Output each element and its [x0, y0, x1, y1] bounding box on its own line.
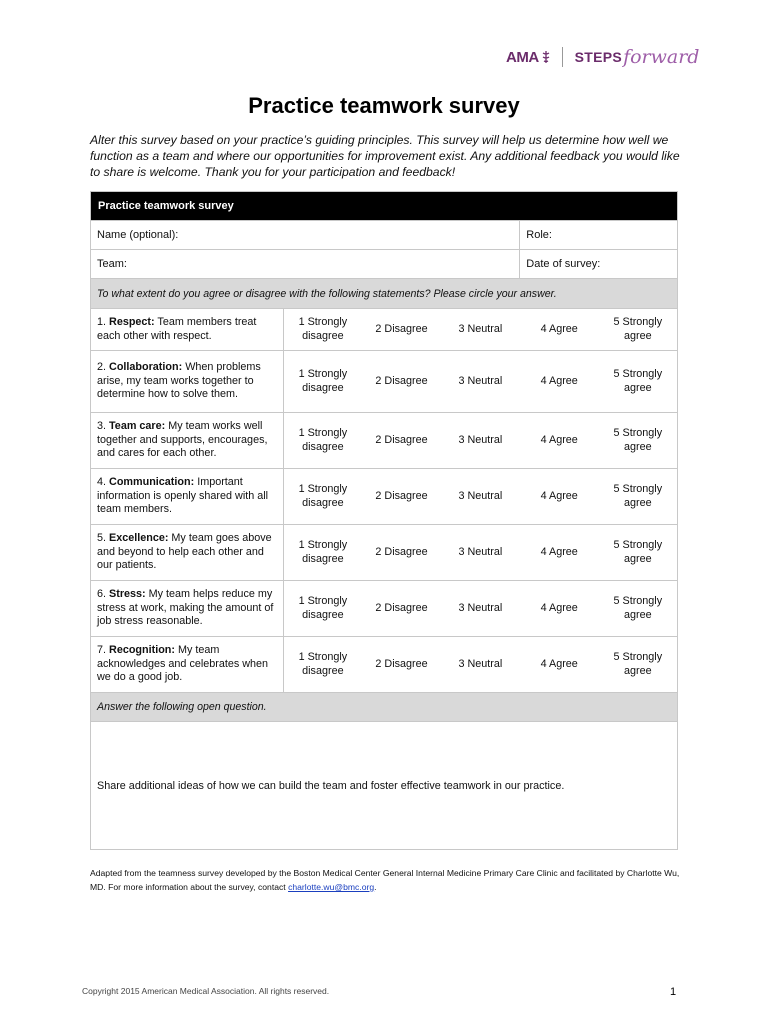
question-title: Team care: — [109, 420, 166, 433]
question-title: Respect: — [109, 316, 155, 328]
option-strongly-disagree[interactable] — [283, 581, 362, 637]
option-label: 4 Agree — [540, 374, 578, 387]
option-disagree[interactable] — [362, 351, 441, 413]
option-agree[interactable] — [520, 309, 599, 351]
option-agree[interactable] — [520, 413, 599, 469]
option-agree[interactable] — [520, 469, 599, 525]
option-strongly-disagree[interactable] — [283, 309, 362, 351]
option-label: 4 Agree — [540, 657, 578, 670]
option-label: 1 Strongly — [298, 427, 348, 439]
survey-table-title: Practice teamwork survey — [91, 192, 678, 221]
option-label: 4 Agree — [540, 489, 578, 502]
option-label: 3 Neutral — [458, 433, 503, 446]
survey-table — [90, 191, 678, 850]
steps-logo-text: STEPS — [574, 49, 623, 65]
question-statement — [91, 469, 284, 525]
option-label: 5 Strongly — [613, 316, 663, 328]
question-title: Communication: — [109, 476, 195, 489]
question-number: 3. — [97, 420, 110, 433]
option-neutral[interactable] — [441, 637, 520, 693]
option-neutral[interactable] — [441, 351, 520, 413]
option-disagree[interactable] — [362, 525, 441, 581]
option-label: 1 Strongly — [298, 316, 348, 328]
intro-paragraph: Alter this survey based on your practice’s guiding principles. This survey will help us determine how well we function as a team and where our opportunities for improvement exist. Any additional feedback you would like to share is welcome. Thank you for your participation and feedback! — [90, 133, 680, 179]
option-strongly-agree[interactable] — [599, 525, 678, 581]
option-label: 4 Agree — [540, 545, 578, 558]
option-neutral[interactable] — [441, 525, 520, 581]
option-strongly-agree[interactable] — [599, 469, 678, 525]
option-strongly-disagree[interactable] — [283, 525, 362, 581]
contact-email-link[interactable]: charlotte.wu@bmc.org — [288, 882, 375, 892]
option-strongly-agree[interactable] — [599, 351, 678, 413]
name-field[interactable]: Name (optional): — [91, 221, 520, 250]
option-label: disagree — [302, 496, 344, 509]
question-statement — [91, 637, 284, 693]
question-statement — [91, 309, 284, 351]
question-text: My team helps reduce my stress at work, making the amount of job stress reasonable. — [97, 588, 274, 628]
option-label: 3 Neutral — [458, 489, 503, 502]
option-strongly-agree[interactable] — [599, 637, 678, 693]
option-label: agree — [623, 608, 652, 621]
option-strongly-agree[interactable] — [599, 309, 678, 351]
option-label: 3 Neutral — [458, 374, 503, 387]
question-row — [91, 413, 678, 469]
option-label: 5 Strongly — [613, 539, 663, 551]
option-label: 1 Strongly — [298, 595, 348, 607]
survey-table-header — [91, 192, 678, 221]
question-statement — [91, 351, 284, 413]
instruction-row — [91, 279, 678, 309]
role-field[interactable]: Role: — [520, 221, 678, 250]
option-label: disagree — [302, 608, 344, 621]
question-number: 7. — [97, 644, 110, 657]
option-strongly-disagree[interactable] — [283, 637, 362, 693]
option-label: 5 Strongly — [613, 651, 663, 663]
option-label: 1 Strongly — [298, 483, 348, 495]
option-disagree[interactable] — [362, 413, 441, 469]
option-label: agree — [623, 329, 652, 342]
date-field[interactable]: Date of survey: — [520, 250, 678, 279]
question-number: 6. — [97, 588, 110, 601]
page-number: 1 — [670, 986, 677, 998]
option-label: agree — [623, 496, 652, 509]
question-text: My team works well together and supports, encourages, and cares for each other. — [97, 420, 268, 460]
name-role-row — [91, 221, 678, 250]
question-statement — [91, 525, 284, 581]
instruction-text: To what extent do you agree or disagree with the following statements? Please circle your answer. — [91, 279, 678, 309]
option-strongly-disagree[interactable] — [283, 351, 362, 413]
logo-divider — [562, 47, 563, 67]
option-strongly-agree[interactable] — [599, 413, 678, 469]
option-label: 4 Agree — [540, 322, 578, 335]
ama-emblem-icon — [540, 50, 552, 64]
option-neutral[interactable] — [441, 581, 520, 637]
question-text: My team acknowledges and celebrates when we do a good job. — [97, 644, 269, 684]
option-label: 1 Strongly — [298, 651, 348, 663]
question-statement — [91, 581, 284, 637]
option-label: 4 Agree — [540, 433, 578, 446]
question-text: Team members treat each other with respect. — [97, 316, 257, 342]
question-title: Recognition: — [109, 644, 175, 657]
option-label: 1 Strongly — [298, 539, 348, 551]
option-label: 2 Disagree — [375, 433, 428, 446]
question-statement — [91, 413, 284, 469]
option-label: disagree — [302, 381, 344, 394]
question-number: 1. — [97, 316, 110, 328]
question-number: 2. — [97, 361, 110, 374]
option-label: 5 Strongly — [613, 368, 663, 380]
question-title: Collaboration: — [109, 361, 183, 374]
option-label: 2 Disagree — [375, 489, 428, 502]
option-label: 5 Strongly — [613, 595, 663, 607]
option-label: 4 Agree — [540, 601, 578, 614]
question-title: Excellence: — [109, 532, 169, 545]
option-label: agree — [623, 381, 652, 394]
option-neutral[interactable] — [441, 469, 520, 525]
option-agree[interactable] — [520, 637, 599, 693]
question-number: 5. — [97, 532, 110, 545]
question-title: Stress: — [109, 588, 146, 601]
option-label: 2 Disagree — [375, 601, 428, 614]
option-label: 5 Strongly — [613, 427, 663, 439]
option-label: 2 Disagree — [375, 374, 428, 387]
option-label: 2 Disagree — [375, 545, 428, 558]
option-disagree[interactable] — [362, 309, 441, 351]
option-label: 5 Strongly — [613, 483, 663, 495]
question-row — [91, 637, 678, 693]
forward-logo-text: forward — [623, 46, 700, 68]
option-label: 3 Neutral — [458, 601, 503, 614]
option-strongly-agree[interactable] — [599, 581, 678, 637]
option-agree[interactable] — [520, 581, 599, 637]
option-label: disagree — [302, 552, 344, 565]
option-label: 2 Disagree — [375, 322, 428, 335]
option-label: 2 Disagree — [375, 657, 428, 670]
footnote — [90, 866, 690, 894]
question-text: When problems arise, my team works together to determine how to solve them. — [97, 361, 261, 401]
option-label: disagree — [302, 440, 344, 453]
team-date-row — [91, 250, 678, 279]
option-label: 3 Neutral — [458, 322, 503, 335]
question-row — [91, 525, 678, 581]
option-label: 1 Strongly — [298, 368, 348, 380]
option-disagree[interactable] — [362, 469, 441, 525]
open-question-answer-area[interactable] — [91, 722, 678, 850]
option-label: disagree — [302, 329, 344, 342]
question-text: My team goes above and beyond to help each other and our patients. — [97, 532, 272, 572]
question-row — [91, 581, 678, 637]
team-field[interactable]: Team: — [91, 250, 520, 279]
option-neutral[interactable] — [441, 413, 520, 469]
ama-logo-text: AMA — [506, 48, 539, 66]
option-label: 3 Neutral — [458, 545, 503, 558]
option-neutral[interactable] — [441, 309, 520, 351]
copyright: Copyright 2015 American Medical Association. All rights reserved. — [82, 986, 330, 996]
option-label: agree — [623, 552, 652, 565]
option-strongly-disagree[interactable] — [283, 469, 362, 525]
option-label: agree — [623, 440, 652, 453]
question-row — [91, 351, 678, 413]
question-text: Important information is openly shared with all team members. — [97, 476, 269, 516]
option-strongly-disagree[interactable] — [283, 413, 362, 469]
footnote-end: . — [374, 882, 377, 892]
question-row — [91, 309, 678, 351]
option-label: disagree — [302, 664, 344, 677]
open-question-header-row — [91, 693, 678, 722]
open-question-text: Share additional ideas of how we can build the team and foster effective teamwork in our practice. — [97, 779, 565, 792]
option-agree[interactable] — [520, 351, 599, 413]
open-question-header: Answer the following open question. — [91, 693, 678, 722]
option-label: agree — [623, 664, 652, 677]
question-number: 4. — [97, 476, 110, 489]
page-title: Practice teamwork survey — [248, 93, 520, 118]
open-question-row — [91, 722, 678, 850]
ama-stepsforward-logo — [506, 42, 699, 72]
option-agree[interactable] — [520, 525, 599, 581]
option-label: 3 Neutral — [458, 657, 503, 670]
option-disagree[interactable] — [362, 637, 441, 693]
question-row — [91, 469, 678, 525]
option-disagree[interactable] — [362, 581, 441, 637]
footnote-text: Adapted from the teamness survey developed by the Boston Medical Center General Internal Medicine Primary Care Clinic and facilitated by Charlotte Wu, MD. For more information about the survey, contact — [90, 868, 680, 892]
